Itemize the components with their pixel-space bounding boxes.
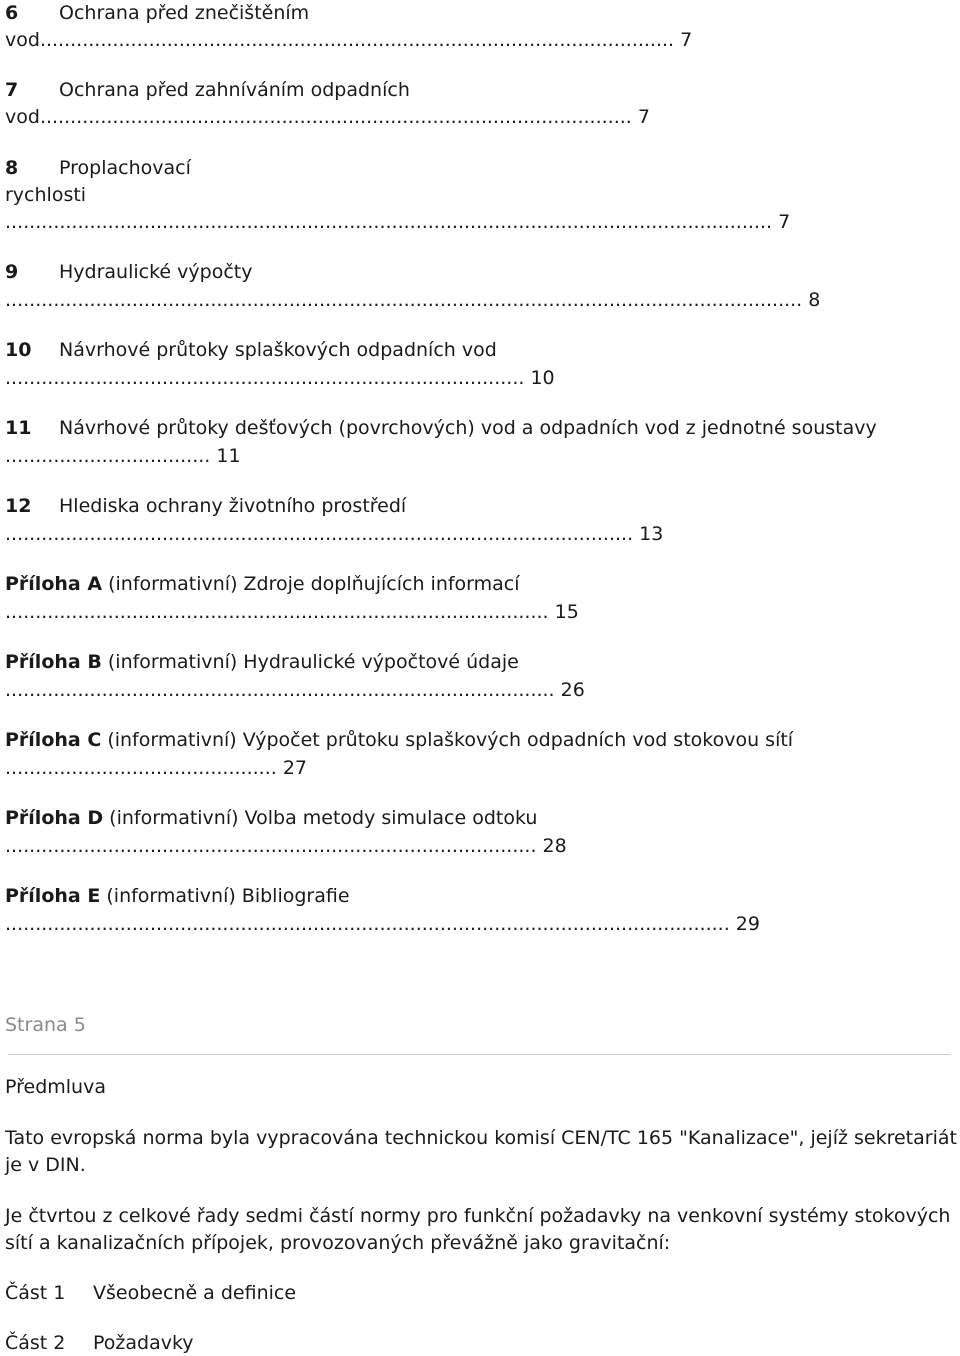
toc-leader-dots: ........................................................................................: [5, 835, 537, 857]
toc-annex-b[interactable]: [5, 649, 519, 675]
toc-page-number: 15: [554, 601, 579, 623]
toc-page-number: 8: [808, 289, 821, 311]
toc-entry-8-leader[interactable]: [5, 209, 790, 235]
toc-entry-title: Ochrana před zahníváním odpadních: [59, 79, 410, 101]
toc-leader-dots: ..........................................................................................: [5, 601, 549, 623]
part-item: [5, 1280, 296, 1306]
annex-label: Příloha E: [5, 885, 101, 907]
paragraph-1-line-1: Tato evropská norma byla vypracována technickou komisí CEN/TC 165 "Kanalizace", jejíž sekretariát: [5, 1127, 957, 1149]
toc-entry-number: 11: [5, 417, 32, 439]
toc-page-number: 7: [778, 211, 791, 233]
annex-title: (informativní) Volba metody simulace odtoku: [109, 807, 538, 829]
toc-entry-continuation: rychlosti: [5, 184, 87, 206]
part-label: Část 1: [5, 1282, 66, 1304]
toc-leader-dots: ...............................................................................................................................: [5, 211, 773, 233]
toc-entry-6[interactable]: [5, 0, 309, 26]
annex-label: Příloha C: [5, 729, 102, 751]
toc-entry-continuation: vod: [5, 106, 40, 128]
toc-entry-title: Návrhové průtoky splaškových odpadních vod: [59, 339, 497, 361]
part-label: Část 2: [5, 1332, 66, 1354]
toc-entry-8[interactable]: [5, 155, 191, 181]
toc-page-number: 27: [282, 757, 308, 779]
toc-entry-title: Návrhové průtoky dešťových (povrchových) vod a odpadních vod z jednotné soustavy: [59, 417, 877, 439]
toc-entry-7-leader[interactable]: [5, 104, 650, 130]
toc-leader-dots: .............................................: [5, 757, 277, 779]
toc-page-number: 13: [639, 523, 664, 545]
toc-entry-9[interactable]: [5, 259, 252, 285]
part-item: [5, 1330, 194, 1356]
toc-leader-dots: ....................................................................................................................................: [5, 289, 803, 311]
annex-label: Příloha D: [5, 807, 104, 829]
toc-annex-b-leader[interactable]: [5, 677, 585, 703]
paragraph-1-line-2: je v DIN.: [5, 1154, 86, 1176]
toc-entry-title: Ochrana před znečištěním: [59, 2, 310, 24]
toc-entry-number: 12: [5, 495, 32, 517]
toc-entry-12-leader[interactable]: [5, 521, 663, 547]
toc-page-number: 10: [530, 367, 555, 389]
paragraph-2-line-2: sítí a kanalizačních přípojek, provozovaných převážně jako gravitační:: [5, 1232, 671, 1254]
page-marker: Strana 5: [5, 1014, 86, 1036]
toc-entry-title: Hydraulické výpočty: [59, 261, 253, 283]
annex-title: (informativní) Výpočet průtoku splaškových odpadních vod stokovou sítí: [107, 729, 794, 751]
toc-annex-a[interactable]: [5, 571, 520, 597]
toc-annex-d-leader[interactable]: [5, 833, 567, 859]
toc-annex-d[interactable]: [5, 805, 537, 831]
section-title: Předmluva: [5, 1076, 106, 1098]
part-title: Všeobecně a definice: [93, 1282, 297, 1304]
toc-leader-dots: ......................................................................................: [5, 367, 525, 389]
toc-entry-10[interactable]: [5, 337, 497, 363]
toc-entry-9-leader[interactable]: [5, 287, 820, 313]
toc-entry-7[interactable]: [5, 77, 410, 103]
toc-entry-continuation: vod: [5, 29, 40, 51]
toc-entry-6-leader[interactable]: [5, 27, 692, 53]
toc-annex-a-leader[interactable]: [5, 599, 579, 625]
toc-entry-number: 10: [5, 339, 32, 361]
toc-entry-number: 8: [5, 157, 19, 179]
toc-page-number: 11: [216, 445, 241, 467]
toc-entry-8-cont: [5, 182, 86, 208]
toc-page-number: 7: [637, 106, 650, 128]
toc-annex-c[interactable]: [5, 727, 793, 753]
annex-title: (informativní) Zdroje doplňujících informací: [108, 573, 520, 595]
annex-title: (informativní) Bibliografie: [106, 885, 350, 907]
toc-leader-dots: ........................................................................................................................: [5, 913, 730, 935]
paragraph-2-line-1: Je čtvrtou z celkové řady sedmi částí normy pro funkční požadavky na venkovní systémy stokových: [5, 1205, 951, 1227]
annex-label: Příloha B: [5, 651, 102, 673]
toc-leader-dots: ........................................................................................................: [5, 523, 634, 545]
toc-entry-title: Hlediska ochrany životního prostředí: [59, 495, 407, 517]
annex-title: (informativní) Hydraulické výpočtové údaje: [107, 651, 519, 673]
toc-page-number: 29: [735, 913, 760, 935]
toc-leader-dots: ...........................................................................................: [5, 679, 555, 701]
toc-entry-number: 7: [5, 79, 19, 101]
toc-entry-10-leader[interactable]: [5, 365, 555, 391]
toc-entry-12[interactable]: [5, 493, 406, 519]
toc-leader-dots: .........................................................................................................: [39, 29, 675, 51]
toc-leader-dots: ..................................................................................................: [39, 106, 632, 128]
toc-page-number: 7: [680, 29, 693, 51]
toc-annex-e[interactable]: [5, 883, 350, 909]
toc-annex-c-leader[interactable]: [5, 755, 307, 781]
toc-entry-title: Proplachovací: [59, 157, 191, 179]
toc-entry-number: 9: [5, 261, 19, 283]
toc-entry-11[interactable]: [5, 415, 877, 441]
annex-label: Příloha A: [5, 573, 103, 595]
toc-entry-11-leader[interactable]: [5, 443, 241, 469]
toc-leader-dots: ..................................: [5, 445, 211, 467]
page-divider: [8, 1054, 950, 1055]
toc-entry-number: 6: [5, 2, 19, 24]
part-title: Požadavky: [93, 1332, 194, 1354]
toc-page-number: 28: [542, 835, 567, 857]
toc-annex-e-leader[interactable]: [5, 911, 760, 937]
toc-page-number: 26: [560, 679, 585, 701]
